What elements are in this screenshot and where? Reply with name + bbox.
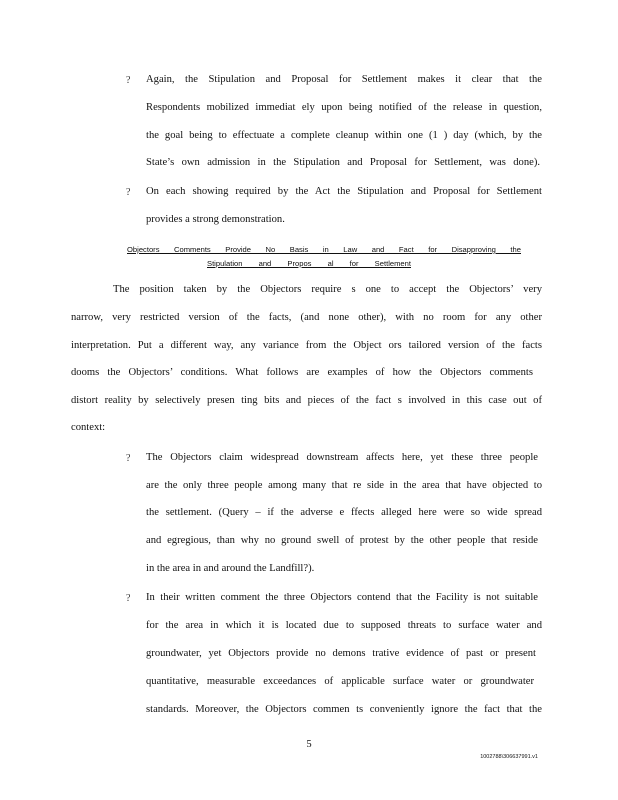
bullet-4-line-2: for the area in which it is located due to supposed threats to surface water and <box>146 620 542 631</box>
paragraph-line-6: context: <box>71 422 106 433</box>
page-number: 5 <box>306 739 312 750</box>
bullet-3-line-5: in the area in and around the Landfill?). <box>146 563 315 574</box>
bullet-marker: ? <box>126 453 131 464</box>
bullet-marker: ? <box>126 75 131 86</box>
bullet-3-line-4: and egregious, than why no ground swell of protest by the other people that reside <box>146 535 538 546</box>
bullet-1-line-4: State’s own admission in the Stipulation and Proposal for Settlement, was done). <box>146 157 540 168</box>
bullet-3-line-3: the settlement. (Query – if the adverse e ffects alleged here were so wide spread <box>146 507 542 518</box>
bullet-3-line-2: are the only three people among many that re side in the area that have objected to <box>146 480 542 491</box>
bullet-marker: ? <box>126 187 131 198</box>
bullet-marker: ? <box>126 593 131 604</box>
bullet-4-line-1: In their written comment the three Objectors contend that the Facility is not suitable <box>146 592 538 603</box>
paragraph-line-2: narrow, very restricted version of the facts, (and none other), with no room for any other <box>71 312 542 323</box>
bullet-1-line-2: Respondents mobilized immediat ely upon being notified of the release in question, <box>146 102 542 113</box>
paragraph-line-5: distort reality by selectively presen ting bits and pieces of the fact s involved in this case out of <box>71 395 542 406</box>
document-id: 1002788\306637991.v1 <box>480 754 538 760</box>
bullet-1-line-3: the goal being to effectuate a complete cleanup within one (1 ) day (which, by the <box>146 130 542 141</box>
paragraph-line-4: dooms the Objectors’ conditions. What follows are examples of how the Objectors comments <box>71 367 533 378</box>
paragraph-line-3: interpretation. Put a different way, any variance from the Object ors tailored version of the facts <box>71 340 542 351</box>
bullet-4-line-3: groundwater, yet Objectors provide no demons trative evidence of past or present <box>146 648 536 659</box>
section-heading-line-1: Objectors Comments Provide No Basis in Law and Fact for Disapproving the <box>127 245 521 254</box>
bullet-2-line-1: On each showing required by the Act the Stipulation and Proposal for Settlement <box>146 186 542 197</box>
bullet-4-line-5: standards. Moreover, the Objectors commen ts conveniently ignore the fact that the <box>146 704 542 715</box>
bullet-3-line-1: The Objectors claim widespread downstream affects here, yet these three people <box>146 452 538 463</box>
section-heading-line-2: Stipulation and Propos al for Settlement <box>207 259 411 268</box>
bullet-2-line-2: provides a strong demonstration. <box>146 214 285 225</box>
bullet-1-line-1: Again, the Stipulation and Proposal for Settlement makes it clear that the <box>146 74 542 85</box>
paragraph-line-1: The position taken by the Objectors require s one to accept the Objectors’ very <box>113 284 542 295</box>
bullet-4-line-4: quantitative, measurable exceedances of applicable surface water or groundwater <box>146 676 534 687</box>
